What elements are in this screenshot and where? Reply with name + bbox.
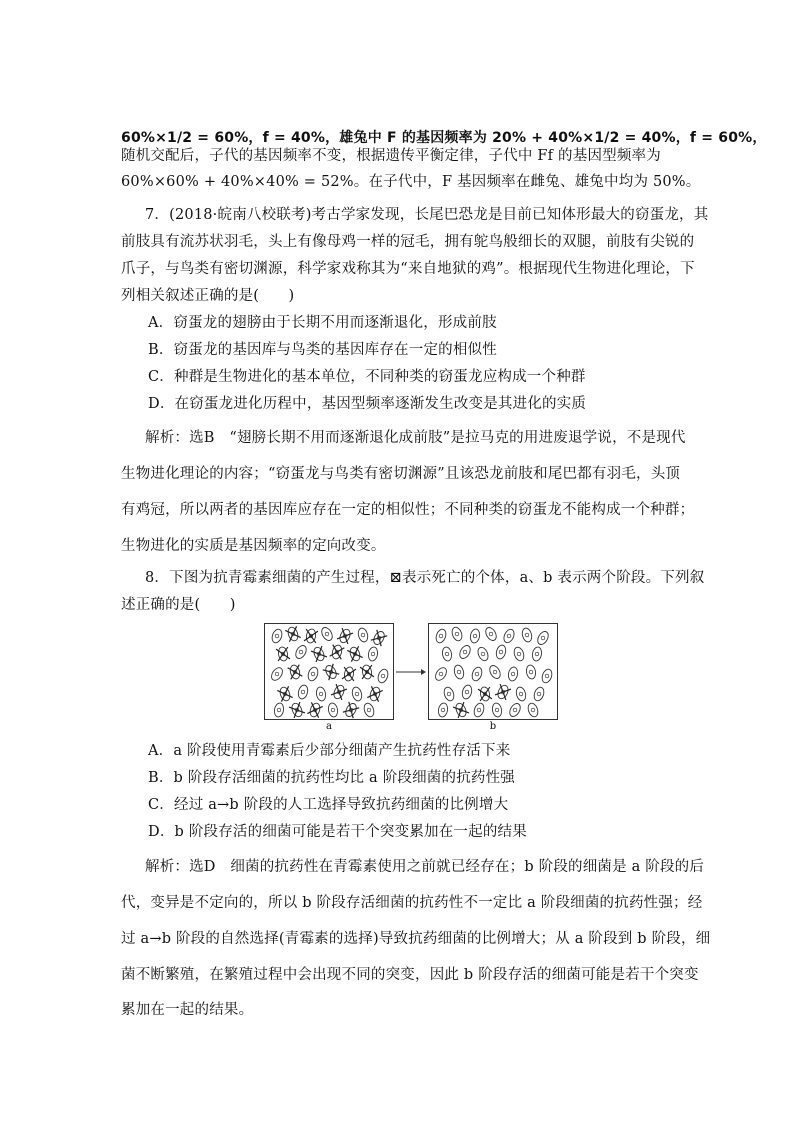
label-a: a bbox=[326, 721, 332, 732]
bacterium-icon bbox=[441, 646, 452, 661]
dead-bacterium-icon bbox=[478, 686, 492, 702]
bacterium-icon bbox=[525, 664, 536, 679]
bacterium-icon bbox=[320, 626, 335, 643]
dead-bacterium-icon bbox=[360, 664, 374, 680]
bacteria-panel-b-graphic bbox=[429, 624, 557, 719]
text-line: 累加在一起的结果。 bbox=[121, 1002, 254, 1018]
option-d: D．在窃蛋龙进化历程中，基因型频率逐渐发生改变是其进化的实质 bbox=[148, 396, 587, 412]
text-line: 随机交配后，子代的基因频率不变，根据遗传平衡定律，子代中 Ff 的基因型频率为 bbox=[121, 148, 661, 164]
bacterium-icon bbox=[531, 646, 542, 661]
bacterium-icon bbox=[315, 686, 326, 701]
bacterium-icon bbox=[502, 628, 516, 644]
bacterium-icon bbox=[507, 666, 518, 681]
bacterium-icon bbox=[376, 668, 389, 684]
bacterium-icon bbox=[434, 628, 447, 644]
text-line: 列相关叙述正确的是( ) bbox=[121, 288, 295, 304]
option-b: B．b 阶段存活细菌的抗药性均比 a 阶段细菌的抗药性强 bbox=[148, 770, 516, 786]
dead-bacterium-icon bbox=[342, 701, 359, 719]
label-b: b bbox=[489, 721, 497, 732]
bacterium-icon bbox=[433, 666, 448, 683]
bacterium-icon bbox=[472, 702, 485, 718]
bacterium-icon bbox=[469, 628, 480, 643]
dead-bacterium-icon bbox=[342, 666, 356, 682]
arrow-icon bbox=[396, 669, 426, 675]
bacterium-icon bbox=[450, 626, 463, 642]
bacterium-icon bbox=[526, 702, 539, 718]
dead-bacterium-icon bbox=[331, 683, 348, 701]
option-c: C．种群是生物进化的基本单位，不同种类的窃蛋龙应构成一个种群 bbox=[148, 369, 586, 385]
bacterium-icon bbox=[521, 627, 533, 643]
panel-a bbox=[264, 623, 394, 720]
dead-bacterium-icon bbox=[289, 701, 306, 719]
bacterium-icon bbox=[367, 646, 378, 661]
bacterium-icon bbox=[437, 702, 448, 717]
text-line: 过 a→b 阶段的自然选择(青霉素的选择)导致抗药细菌的比例增大；从 a 阶段到 b 阶段，细 bbox=[121, 931, 711, 947]
bacterium-icon bbox=[442, 686, 455, 702]
option-d: D．b 阶段存活的细菌可能是若干个突变累加在一起的结果 bbox=[148, 824, 527, 840]
text-line: 菌不断繁殖，在繁殖过程中会出现不同的突变，因此 b 阶段存活的细菌可能是若干个突变 bbox=[121, 967, 699, 983]
bacterium-icon bbox=[297, 684, 309, 700]
option-a: A．窃蛋龙的翅膀由于长期不用而逐渐退化，形成前肢 bbox=[148, 315, 497, 331]
bacterium-icon bbox=[458, 644, 473, 661]
dead-bacterium-icon bbox=[367, 685, 383, 702]
bacterium-icon bbox=[294, 644, 309, 661]
dead-bacterium-icon bbox=[329, 644, 344, 661]
text-line: 生物进化的实质是基因频率的定向改变。 bbox=[121, 538, 386, 554]
text-line: 有鸡冠，所以两者的基因库应存在一定的相似性；不同种类的窃蛋龙不能构成一个种群； bbox=[121, 502, 695, 518]
dead-bacterium-icon bbox=[276, 646, 290, 662]
option-b: B．窃蛋龙的基因库与鸟类的基因库存在一定的相似性 bbox=[148, 342, 497, 358]
text-line: 生物进化理论的内容；“窃蛋龙与鸟类有密切渊源”且该恐龙前肢和尾巴都有羽毛，头顶 bbox=[121, 466, 681, 482]
bacterium-icon bbox=[269, 666, 284, 683]
dead-bacterium-icon bbox=[370, 629, 387, 647]
bacterium-icon bbox=[327, 702, 338, 717]
bacterium-icon bbox=[461, 684, 473, 700]
dead-bacterium-icon bbox=[453, 701, 470, 719]
dead-bacterium-icon bbox=[304, 628, 318, 644]
text-line: 述正确的是( ) bbox=[121, 597, 236, 613]
bacterium-icon bbox=[306, 666, 319, 682]
dead-bacterium-icon bbox=[337, 627, 354, 645]
panel-b bbox=[428, 623, 558, 720]
dead-bacterium-icon bbox=[311, 645, 328, 663]
bacterium-icon bbox=[515, 686, 527, 702]
text-line: 前肢具有流苏状羽毛，头上有像母鸡一样的冠毛，拥有鸵鸟般细长的双腿，前肢有尖锐的 bbox=[121, 234, 695, 250]
question-8-stem: 8．下图为抗青霉素细菌的产生过程，⊠表示死亡的个体，a、b 表示两个阶段。下列叙 bbox=[145, 570, 705, 586]
dead-bacterium-icon bbox=[322, 663, 339, 681]
answer-explanation: 解析：选D 细菌的抗药性在青霉素使用之前就已经存在；b 阶段的细菌是 a 阶段的后 bbox=[145, 859, 705, 875]
bacterium-icon bbox=[470, 666, 483, 682]
dead-bacterium-icon bbox=[347, 645, 363, 662]
bacterium-icon bbox=[540, 668, 553, 684]
bacterium-icon bbox=[495, 644, 507, 660]
bacterium-icon bbox=[476, 646, 490, 662]
dead-bacterium-icon bbox=[307, 701, 323, 718]
option-a: A．a 阶段使用青霉素后少部分细菌产生抗药性存活下来 bbox=[148, 743, 511, 759]
bacteria-figure bbox=[264, 623, 558, 735]
option-c: C．经过 a→b 阶段的人工选择导致抗药细菌的比例增大 bbox=[148, 797, 509, 813]
text-line: 60%×60% + 40%×40% = 52%。在子代中，F 基因频率在雌兔、雄兔中均为 50%。 bbox=[121, 174, 701, 190]
bacterium-icon bbox=[273, 702, 284, 717]
bacterium-icon bbox=[488, 664, 503, 681]
bacterium-icon bbox=[362, 702, 375, 718]
bacterium-icon bbox=[512, 646, 525, 662]
bacterium-icon bbox=[351, 686, 363, 702]
dead-bacterium-icon bbox=[287, 664, 302, 681]
bacterium-icon bbox=[491, 702, 502, 717]
text-line: 爪子，与鸟类有密切渊源，科学家戏称其为“来自地狱的鸡”。根据现代生物进化理论，下 bbox=[121, 261, 695, 277]
dead-bacterium-icon bbox=[285, 625, 301, 642]
bacterium-icon bbox=[508, 702, 523, 719]
text-line: 代，变异是不定向的，所以 b 阶段存活细菌的抗药性不一定比 a 阶段细菌的抗药性强；经 bbox=[121, 895, 703, 911]
bacterium-icon bbox=[270, 628, 283, 644]
dead-bacterium-icon bbox=[277, 685, 293, 702]
bacteria-panel-a-graphic bbox=[265, 624, 393, 719]
answer-explanation: 解析：选B “翅膀长期不用而逐渐退化成前肢”是拉马克的用进废退学说，不是现代 bbox=[145, 430, 686, 446]
bacterium-icon bbox=[453, 664, 465, 680]
dead-bacterium-icon bbox=[495, 683, 512, 701]
bacterium-icon bbox=[532, 686, 545, 702]
bacterium-icon bbox=[536, 630, 551, 647]
text-line: 60%×1/2 = 60%，f = 40%，雄兔中 F 的基因频率为 20% + 40%×1/2 = 40%，f = 60%， bbox=[121, 130, 767, 146]
bacterium-icon bbox=[484, 626, 499, 643]
question-7-stem: 7．(2018·皖南八校联考)考古学家发现，长尾巴恐龙是目前已知体形最大的窃蛋龙，其 bbox=[145, 207, 709, 223]
bacterium-icon bbox=[357, 627, 369, 643]
